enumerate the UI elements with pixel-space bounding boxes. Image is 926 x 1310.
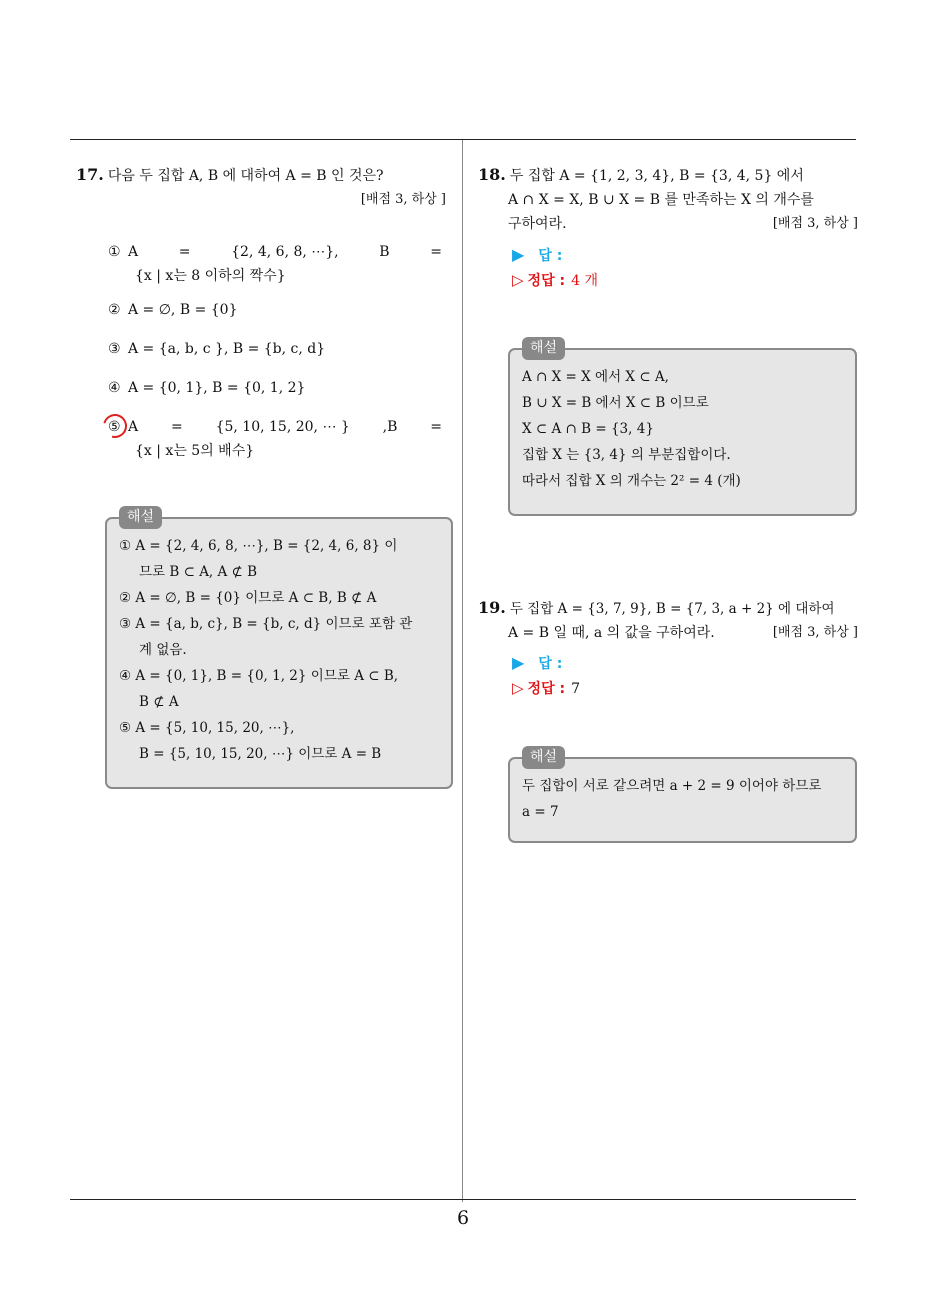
answer-area-18 (512, 243, 598, 293)
option-equals-2: = (430, 244, 442, 260)
question-number: 17. (76, 165, 104, 184)
explanation-line: ③ A = {a, b, c}, B = {b, c, d} 이므로 포함 관 (119, 616, 413, 632)
option-1[interactable] (108, 240, 442, 288)
explanation-tag: 해설 (522, 337, 565, 360)
explanation-line: B ⊄ A (139, 694, 179, 710)
question-17 (76, 163, 446, 212)
answer-label: 답 : (538, 656, 563, 672)
explanation-tag: 해설 (119, 506, 162, 529)
play-triangle-icon: ▶ (512, 653, 525, 672)
question-text-line-2: A ∩ X = X, B ∪ X = B 를 만족하는 X 의 개수를 (508, 192, 814, 208)
option-set-value: {5, 10, 15, 20, ⋯ } (215, 419, 350, 435)
option-5[interactable] (108, 415, 442, 463)
question-text: 두 집합 A = {3, 7, 9}, B = {7, 3, a + 2} 에 대하여 (509, 601, 835, 617)
column-divider (462, 140, 463, 1202)
explanation-line: X ⊂ A ∩ B = {3, 4} (522, 421, 654, 437)
page-number: 6 (456, 1207, 470, 1229)
question-number: 18. (478, 165, 506, 184)
explanation-line: 두 집합이 서로 같으려면 a + 2 = 9 이어야 하므로 (522, 778, 822, 794)
correct-answer-label: 정답 : (527, 273, 566, 289)
outline-triangle-icon: ▷ (512, 679, 524, 697)
explanation-line: a = 7 (522, 804, 559, 820)
bottom-rule (70, 1199, 856, 1200)
option-equals: = (178, 244, 191, 260)
explanation-tag: 해설 (522, 746, 565, 769)
option-marker: ⑤ (108, 419, 121, 435)
option-set-value: {2, 4, 6, 8, ⋯}, (231, 244, 339, 260)
explanation-box-18 (508, 340, 857, 516)
explanation-line: 계 없음. (139, 642, 187, 658)
option-continuation: {x | x는 5의 배수} (135, 443, 255, 459)
option-set-b: B (379, 244, 390, 260)
points-label: [배점 3, 하상 ] (360, 192, 446, 207)
option-2[interactable] (108, 298, 442, 322)
option-3[interactable] (108, 337, 442, 361)
option-equals-2: = (430, 419, 442, 435)
answer-area-19 (512, 651, 580, 701)
explanation-line: ② A = ∅, B = {0} 이므로 A ⊂ B, B ⊄ A (119, 590, 377, 606)
explanation-line: 따라서 집합 X 의 개수는 2² = 4 (개) (522, 473, 741, 489)
explanation-line: ④ A = {0, 1}, B = {0, 1, 2} 이므로 A ⊂ B, (119, 668, 399, 684)
explanation-line: B = {5, 10, 15, 20, ⋯} 이므로 A = B (139, 746, 382, 762)
correct-answer-label: 정답 : (527, 681, 566, 697)
explanation-line: B ∪ X = B 에서 X ⊂ B 이므로 (522, 395, 709, 411)
option-marker: ② (108, 302, 121, 318)
question-number: 19. (478, 598, 506, 617)
question-text: 다음 두 집합 A, B 에 대하여 A = B 인 것은? (107, 168, 384, 184)
answer-label: 답 : (538, 248, 563, 264)
option-text: A = {a, b, c }, B = {b, c, d} (128, 341, 326, 357)
explanation-line: A ∩ X = X 에서 X ⊂ A, (522, 369, 669, 385)
option-marker: ① (108, 244, 121, 260)
correct-answer-value: 7 (571, 681, 580, 697)
question-text: 두 집합 A = {1, 2, 3, 4}, B = {3, 4, 5} 에서 (509, 168, 804, 184)
option-4[interactable] (108, 376, 442, 400)
correct-answer-unit: 개 (584, 273, 598, 289)
option-text: A = ∅, B = {0} (128, 302, 238, 318)
correct-answer-value: 4 (571, 273, 580, 289)
outline-triangle-icon: ▷ (512, 271, 524, 289)
question-text-line-3: 구하여라. (508, 216, 567, 232)
question-19 (478, 596, 858, 645)
question-text-line-2: A = B 일 때, a 의 값을 구하여라. (508, 625, 715, 641)
points-label: [배점 3, 하상 ] (772, 216, 858, 231)
play-triangle-icon: ▶ (512, 245, 525, 264)
explanation-line: ⑤ A = {5, 10, 15, 20, ⋯}, (119, 720, 295, 736)
option-text: A = {0, 1}, B = {0, 1, 2} (128, 380, 306, 396)
points-label: [배점 3, 하상 ] (772, 625, 858, 640)
option-marker: ③ (108, 341, 121, 357)
option-continuation: {x | x는 8 이하의 짝수} (135, 268, 286, 284)
explanation-line: 므로 B ⊂ A, A ⊄ B (139, 564, 258, 580)
question-18 (478, 163, 858, 236)
top-rule (70, 139, 856, 140)
explanation-line: ① A = {2, 4, 6, 8, ⋯}, B = {2, 4, 6, 8} 이 (119, 538, 398, 554)
option-set-a: A (128, 419, 139, 435)
explanation-line: 집합 X 는 {3, 4} 의 부분집합이다. (522, 447, 731, 463)
option-marker: ④ (108, 380, 121, 396)
option-equals: = (170, 419, 183, 435)
explanation-box-17 (105, 509, 453, 789)
option-set-a: A (128, 244, 139, 260)
explanation-box-19 (508, 749, 857, 843)
option-set-b: ,B (382, 419, 398, 435)
